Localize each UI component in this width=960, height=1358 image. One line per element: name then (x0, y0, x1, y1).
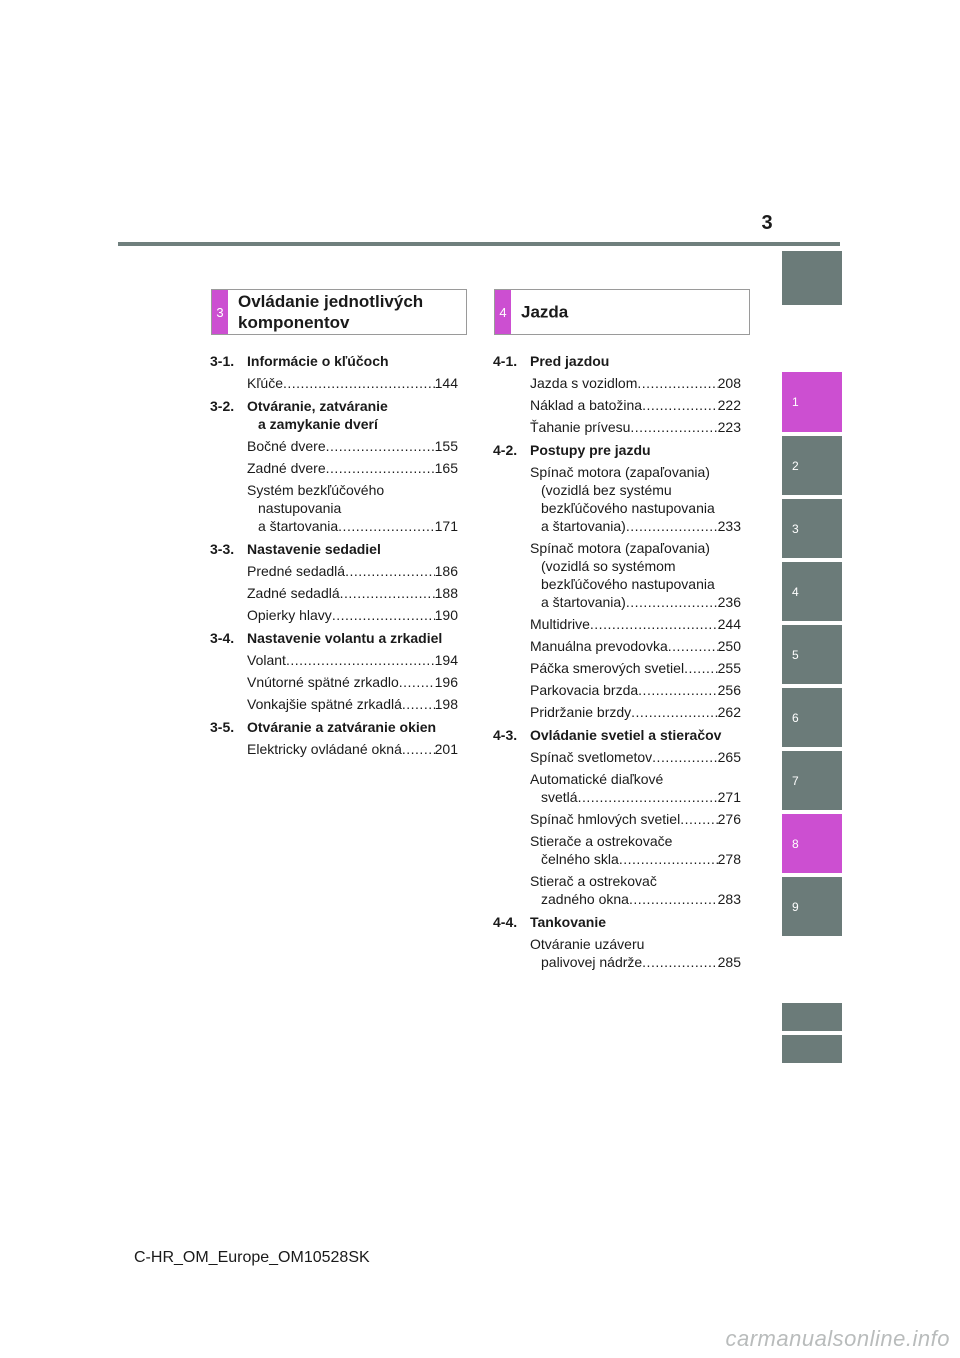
toc-entry[interactable]: Vonkajšie spätné zrkadlá ..... 198 (247, 695, 458, 713)
chapter-tab-blank-lower-1[interactable] (782, 1003, 842, 1031)
toc-entry[interactable]: Spínač motora (zapaľovania) (vozidlá bez systému bezkľúčového nastupovania a štartovania) ..... 233 (530, 463, 741, 535)
chapter-tab-blank-top[interactable] (782, 251, 842, 305)
chapter-tab-4[interactable] (782, 562, 842, 621)
chapter-tab-label: 9 (792, 899, 799, 914)
toc-group (493, 352, 741, 436)
toc-entry[interactable]: Ťahanie prívesu ..... 223 (530, 418, 741, 436)
toc-group (210, 629, 458, 713)
toc-entry[interactable]: Spínač hmlových svetiel ..... 276 (530, 810, 741, 828)
toc-group-heading[interactable]: 4-2. Postupy pre jazdu (493, 442, 651, 458)
toc-group-heading[interactable]: 4-4. Tankovanie (493, 914, 606, 930)
chapter-tab-9[interactable] (782, 877, 842, 936)
chapter-tab-2[interactable] (782, 436, 842, 495)
chapter-tab-3[interactable] (782, 499, 842, 558)
chapter-tab-label: 3 (792, 521, 799, 536)
toc-entry[interactable]: Automatické diaľkové svetlá ..... 271 (530, 770, 741, 806)
toc-entry[interactable]: Predné sedadlá ..... 186 (247, 562, 458, 580)
toc-group-heading[interactable]: 4-3. Ovládanie svetiel a stieračov (493, 727, 722, 743)
toc-group-heading[interactable]: 3-2. Otváranie, zatváranie a zamykanie dverí (210, 398, 388, 432)
chapter-tabs (782, 0, 842, 1358)
toc-group (493, 441, 741, 721)
chapter-tab-label: 8 (792, 836, 799, 851)
toc-entry[interactable]: Parkovacia brzda ..... 256 (530, 681, 741, 699)
toc-entry[interactable]: Manuálna prevodovka ..... 250 (530, 637, 741, 655)
toc-group-heading[interactable]: 4-1. Pred jazdou (493, 353, 610, 369)
toc-group-heading[interactable]: 3-1. Informácie o kľúčoch (210, 353, 389, 369)
toc-group (493, 913, 741, 971)
toc-group (210, 397, 458, 535)
toc-entry[interactable]: Zadné dvere ..... 165 (247, 459, 458, 477)
toc-group (493, 726, 741, 908)
section-number: 4 (495, 290, 511, 334)
toc-entry[interactable]: Kľúče ..... 144 (247, 374, 458, 392)
toc-entry[interactable]: Volant ..... 194 (247, 651, 458, 669)
toc-entry[interactable]: Spínač motora (zapaľovania) (vozidlá so systémom bezkľúčového nastupovania a štartovania) ..... 236 (530, 539, 741, 611)
toc-column-right (493, 352, 741, 976)
toc-group (210, 718, 458, 758)
chapter-tab-7[interactable] (782, 751, 842, 810)
chapter-tab-label: 2 (792, 458, 799, 473)
chapter-tab-label: 6 (792, 710, 799, 725)
chapter-tab-8[interactable] (782, 814, 842, 873)
toc-column-left (210, 352, 458, 763)
toc-group-heading[interactable]: 3-4. Nastavenie volantu a zrkadiel (210, 630, 443, 646)
toc-entry[interactable]: Otváranie uzáveru palivovej nádrže ..... 285 (530, 935, 741, 971)
toc-entry[interactable]: Náklad a batožina ..... 222 (530, 396, 741, 414)
toc-entry[interactable]: Stierač a ostrekovač zadného okna ..... 283 (530, 872, 741, 908)
toc-group (210, 540, 458, 624)
toc-group-heading[interactable]: 3-5. Otváranie a zatváranie okien (210, 719, 437, 735)
toc-group-heading[interactable]: 3-3. Nastavenie sedadiel (210, 541, 381, 557)
chapter-tab-5[interactable] (782, 625, 842, 684)
toc-entry[interactable]: Zadné sedadlá ..... 188 (247, 584, 458, 602)
toc-entry[interactable]: Spínač svetlometov ..... 265 (530, 748, 741, 766)
chapter-tab-label: 7 (792, 773, 799, 788)
header-rule (118, 242, 840, 246)
chapter-tab-blank-lower-2[interactable] (782, 1035, 842, 1063)
toc-entry[interactable]: Pridržanie brzdy ..... 262 (530, 703, 741, 721)
chapter-tab-label: 4 (792, 584, 799, 599)
watermark: carmanualsonline.info (725, 1326, 950, 1351)
toc-entry[interactable]: Bočné dvere ..... 155 (247, 437, 458, 455)
chapter-tab-label: 1 (792, 395, 799, 409)
toc-entry[interactable]: Opierky hlavy ..... 190 (247, 606, 458, 624)
document-code: C-HR_OM_Europe_OM10528SK (134, 1249, 370, 1266)
toc-entry[interactable]: Elektricky ovládané okná ..... 201 (247, 740, 458, 758)
toc-entry[interactable]: Vnútorné spätné zrkadlo ..... 196 (247, 673, 458, 691)
section-title: Jazda (521, 302, 569, 322)
page-number: 3 (761, 212, 773, 234)
section-header-3 (211, 289, 467, 335)
section-number: 3 (212, 290, 228, 334)
chapter-tab-label: 5 (792, 647, 799, 662)
toc-entry[interactable]: Multidrive ..... 244 (530, 615, 741, 633)
toc-entry[interactable]: Systém bezkľúčového nastupovania a štartovania ..... 171 (247, 481, 458, 535)
toc-entry[interactable]: Páčka smerových svetiel ..... 255 (530, 659, 741, 677)
toc-entry[interactable]: Stierače a ostrekovače čelného skla ..... 278 (530, 832, 741, 868)
section-header-4 (494, 289, 750, 335)
chapter-tab-6[interactable] (782, 688, 842, 747)
toc-entry[interactable]: Jazda s vozidlom ..... 208 (530, 374, 741, 392)
toc-group (210, 352, 458, 392)
section-title: Ovládanie jednotlivých komponentov (238, 292, 424, 332)
chapter-tab-1[interactable] (782, 372, 842, 432)
